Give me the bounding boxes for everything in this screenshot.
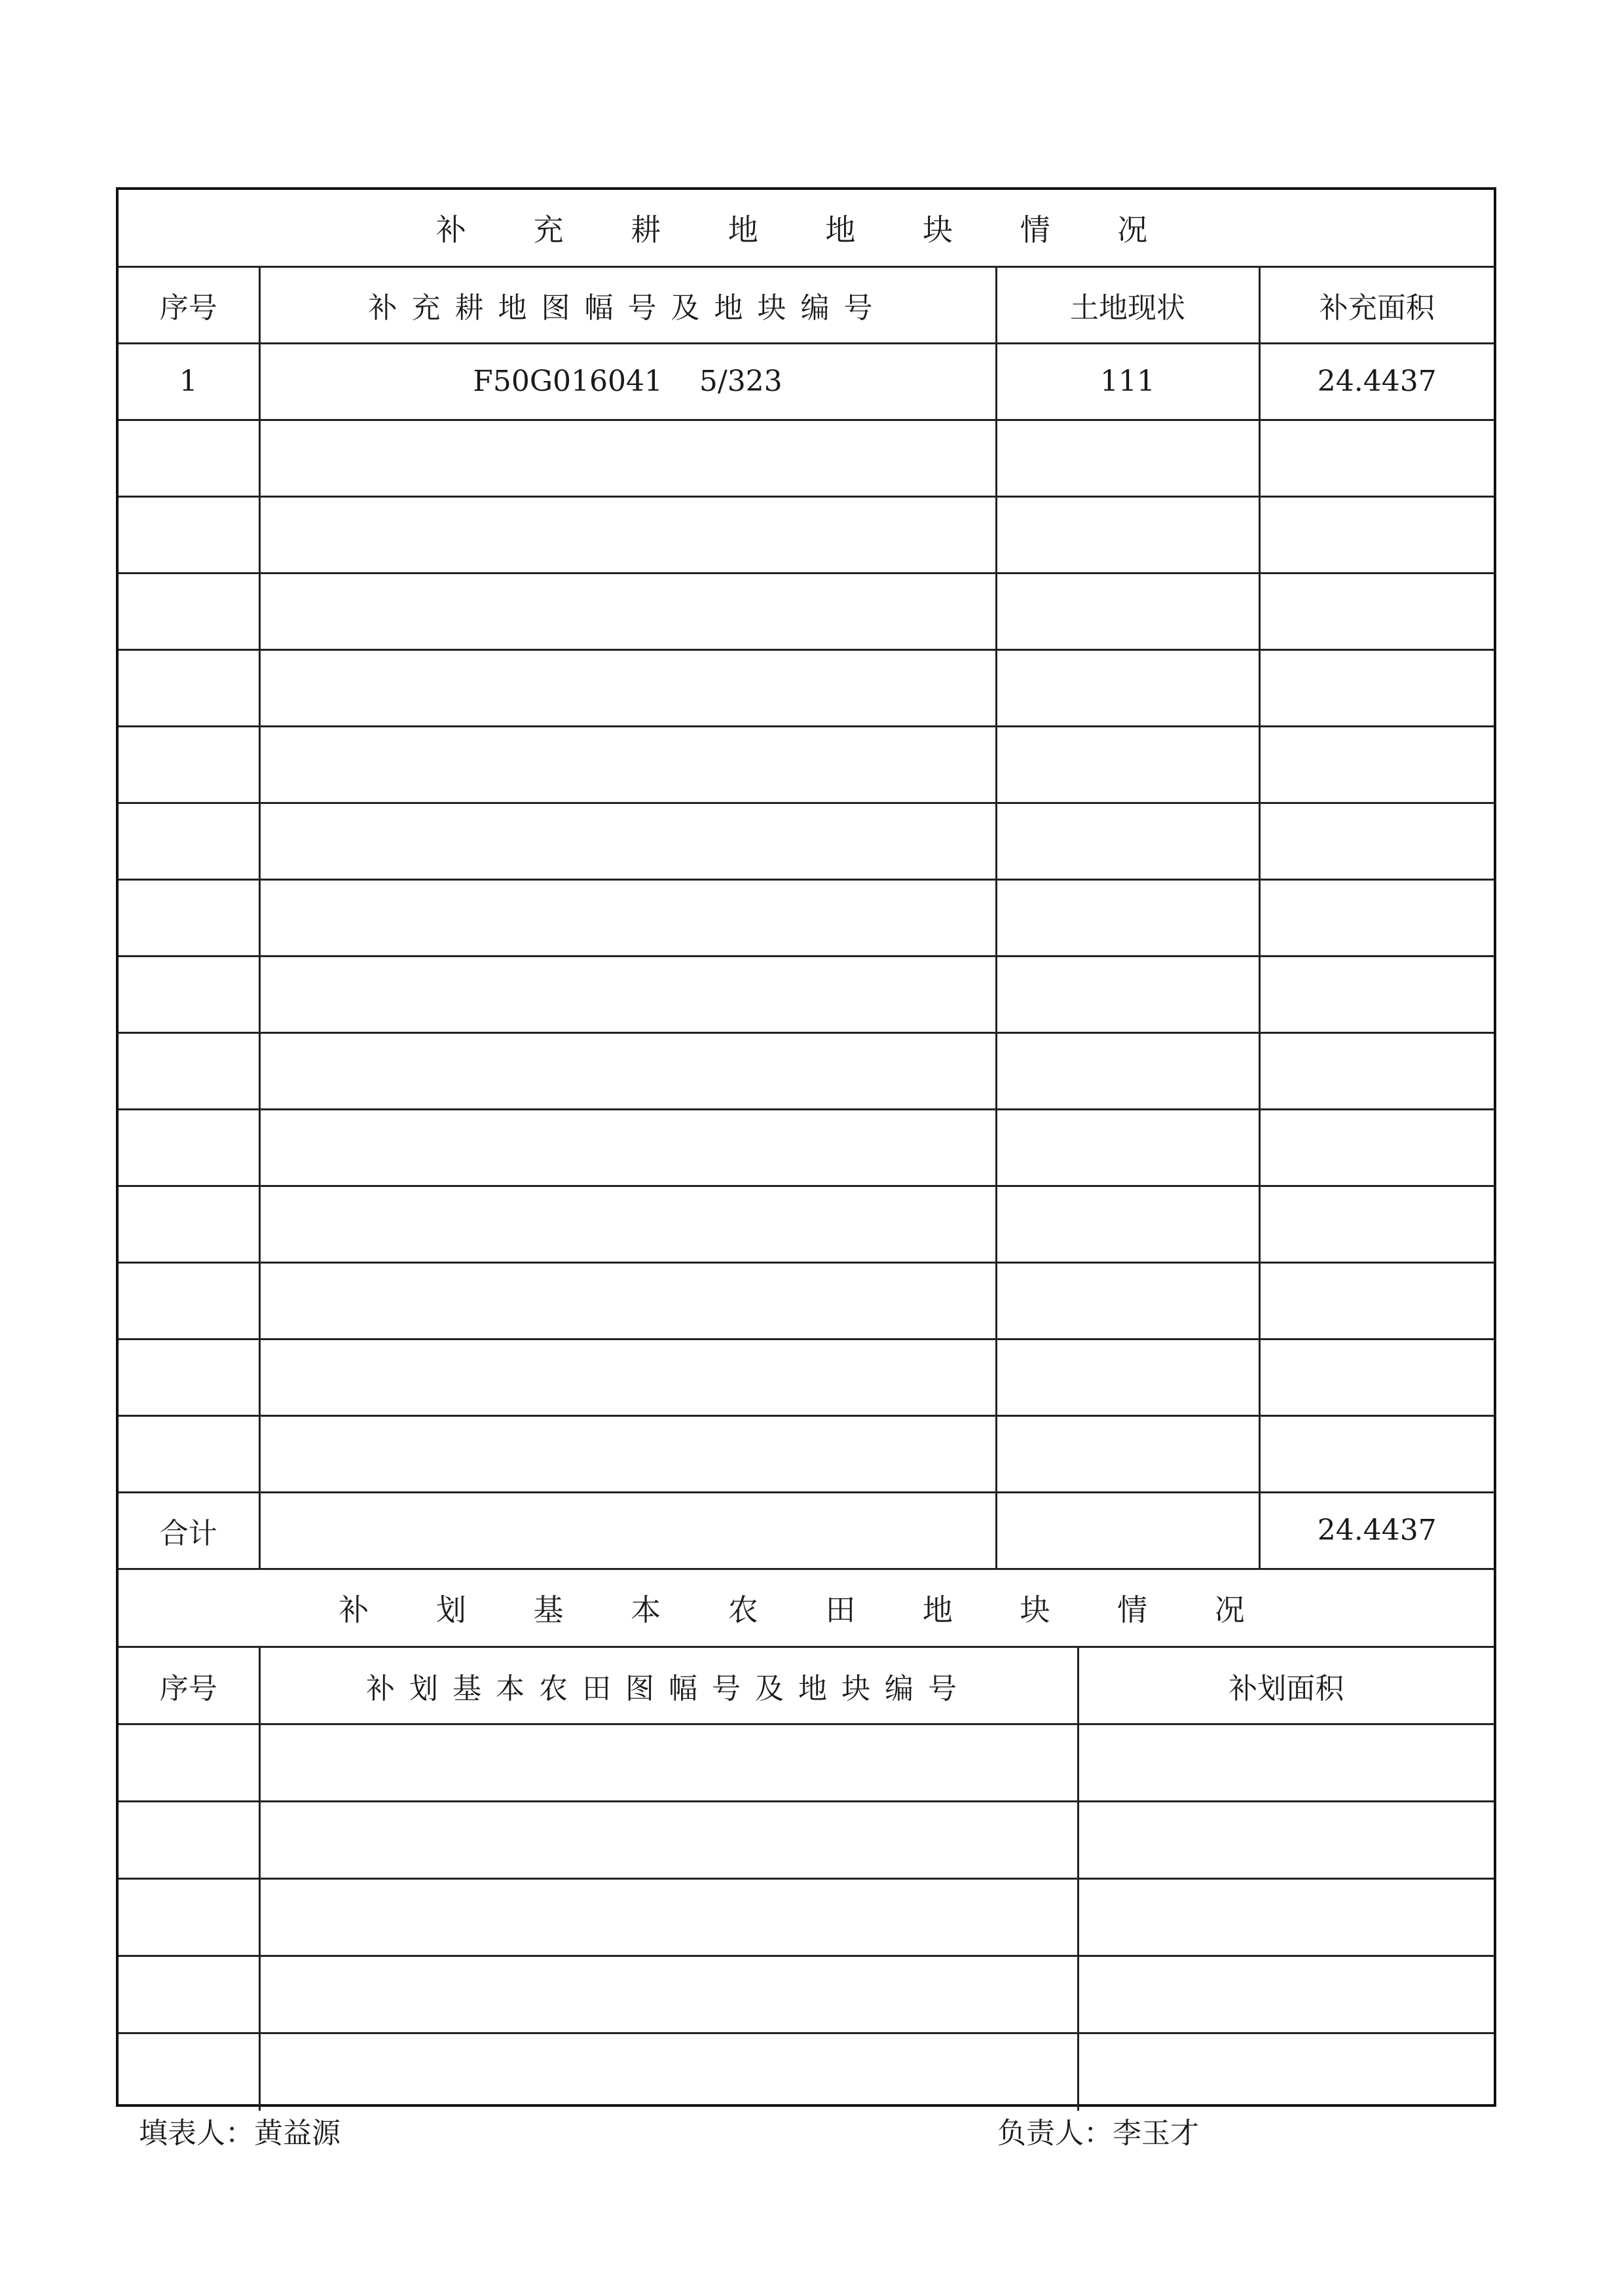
empty-row bbox=[119, 1879, 1494, 1956]
empty-row bbox=[119, 1956, 1494, 2033]
empty-row bbox=[119, 1339, 1494, 1415]
empty-row bbox=[119, 1415, 1494, 1492]
empty-row bbox=[119, 956, 1494, 1032]
empty-row bbox=[119, 1032, 1494, 1109]
header-area: 补充面积 bbox=[1259, 266, 1494, 343]
section1-title: 补 充 耕 地 地 块 情 况 bbox=[119, 190, 1494, 266]
header-plot: 补充耕地图幅号及地块编号 bbox=[259, 266, 996, 343]
header-seq: 序号 bbox=[119, 266, 259, 343]
row-seq: 1 bbox=[119, 343, 259, 420]
table-row bbox=[119, 343, 1494, 420]
total-area: 24.4437 bbox=[1259, 1492, 1494, 1569]
total-label: 合计 bbox=[119, 1492, 259, 1569]
row-status: 111 bbox=[996, 343, 1259, 420]
empty-row bbox=[119, 420, 1494, 496]
empty-row bbox=[119, 496, 1494, 573]
row-plot: F50G016041 5/323 bbox=[259, 343, 996, 420]
empty-row bbox=[119, 1802, 1494, 1879]
header-row bbox=[119, 266, 1494, 343]
header-plot: 补划基本农田图幅号及地块编号 bbox=[259, 1647, 1078, 1724]
section-title-row bbox=[119, 190, 1494, 266]
supplementary-farmland-table bbox=[119, 190, 1494, 1570]
header-seq: 序号 bbox=[119, 1647, 259, 1724]
empty-row bbox=[119, 1262, 1494, 1339]
section-title-row bbox=[119, 1570, 1494, 1647]
total-row bbox=[119, 1492, 1494, 1569]
header-area: 补划面积 bbox=[1078, 1647, 1494, 1724]
empty-row bbox=[119, 2033, 1494, 2111]
header-row bbox=[119, 1647, 1494, 1724]
empty-row bbox=[119, 1109, 1494, 1186]
empty-row bbox=[119, 879, 1494, 956]
empty-row bbox=[119, 1724, 1494, 1802]
form-sheet bbox=[116, 187, 1496, 2107]
section2-title: 补 划 基 本 农 田 地 块 情 况 bbox=[119, 1570, 1494, 1647]
empty-row bbox=[119, 649, 1494, 726]
filler-signature: 填表人：黄益源 bbox=[139, 2117, 341, 2150]
basic-farmland-table bbox=[119, 1570, 1494, 2111]
responsible-signature: 负责人：李玉才 bbox=[997, 2117, 1199, 2150]
empty-row bbox=[119, 1186, 1494, 1262]
empty-row bbox=[119, 803, 1494, 879]
row-area: 24.4437 bbox=[1259, 343, 1494, 420]
header-status: 土地现状 bbox=[996, 266, 1259, 343]
empty-row bbox=[119, 573, 1494, 649]
empty-row bbox=[119, 726, 1494, 803]
